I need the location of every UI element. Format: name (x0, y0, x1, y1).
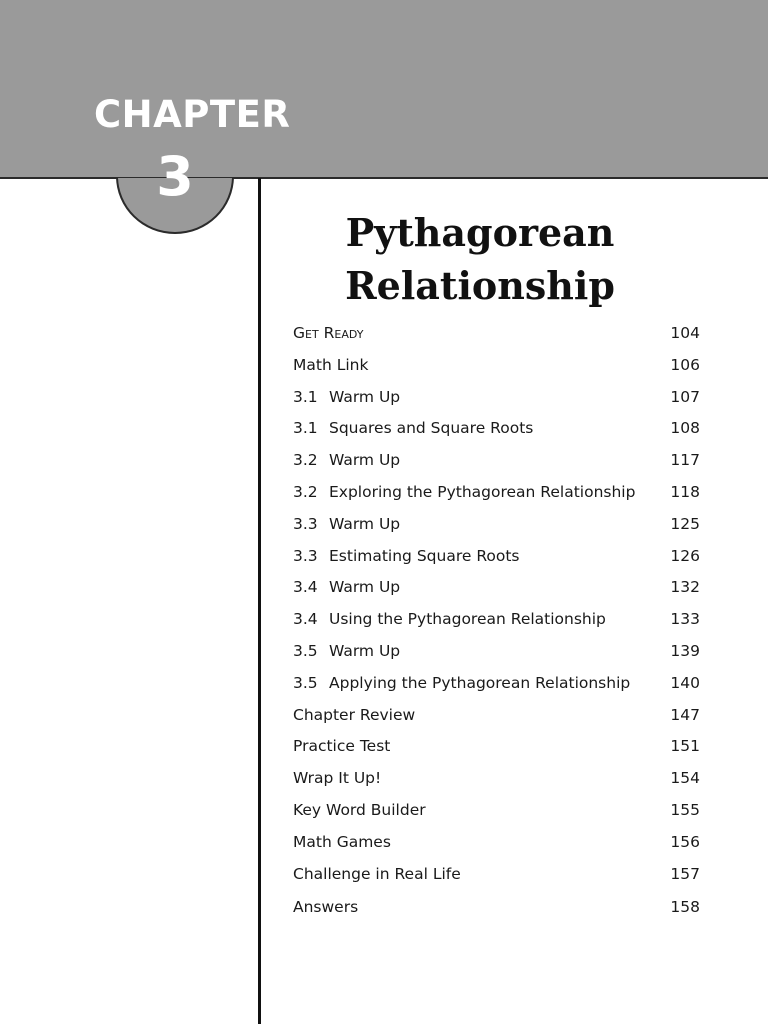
toc-entry-title: Warm Up (329, 514, 401, 533)
toc-entry-title: Wrap It Up! (293, 769, 382, 788)
toc-entry[interactable] (293, 827, 703, 859)
toc-entry-title: Estimating Square Roots (329, 546, 520, 565)
toc-page-number: 104 (670, 324, 700, 342)
toc-section-number: 3.2 (293, 482, 318, 501)
toc-entry[interactable] (293, 572, 703, 604)
toc-entry[interactable] (293, 477, 703, 509)
toc-section-number: 3.4 (293, 578, 318, 597)
toc-entry[interactable] (293, 859, 703, 891)
toc-section-number: 3.3 (293, 546, 318, 565)
toc-entry[interactable] (293, 636, 703, 668)
toc-page-number: 140 (670, 673, 700, 692)
toc-entry-title: Exploring the Pythagorean Relationship (329, 482, 636, 501)
toc-entry[interactable] (293, 892, 703, 924)
toc-entry[interactable] (293, 318, 703, 350)
toc-entry[interactable] (293, 509, 703, 541)
toc-entry-title: Key Word Builder (293, 800, 426, 819)
toc-entry-title: Using the Pythagorean Relationship (329, 610, 606, 629)
toc-entry[interactable] (293, 445, 703, 477)
toc-section-number: 3.5 (293, 641, 318, 660)
toc-entry-title: Get Ready (293, 324, 364, 342)
table-of-contents (293, 318, 703, 924)
toc-entry-title: Warm Up (329, 641, 401, 660)
toc-page-number: 117 (670, 451, 700, 470)
toc-entry-title: Applying the Pythagorean Relationship (329, 673, 631, 692)
toc-entry[interactable] (293, 763, 703, 795)
toc-entry-title: Warm Up (329, 387, 401, 406)
toc-section-number: 3.1 (293, 419, 318, 438)
toc-page-number: 133 (670, 610, 700, 629)
toc-page-number: 155 (670, 800, 700, 819)
toc-page-number: 158 (670, 898, 700, 917)
toc-entry[interactable] (293, 350, 703, 382)
chapter-title-line-2: Relationship (345, 263, 615, 308)
toc-entry-title: Answers (293, 898, 359, 917)
toc-entry[interactable] (293, 382, 703, 414)
toc-entry-title: Warm Up (329, 578, 401, 597)
toc-page-number: 147 (670, 705, 700, 724)
toc-section-number: 3.3 (293, 514, 318, 533)
toc-entry[interactable] (293, 413, 703, 445)
toc-section-number: 3.2 (293, 451, 318, 470)
toc-page-number: 107 (670, 387, 700, 406)
toc-page-number: 108 (670, 419, 700, 438)
toc-page-number: 106 (670, 355, 700, 374)
chapter-title (300, 206, 660, 312)
toc-entry-title: Challenge in Real Life (293, 864, 461, 883)
toc-entry-title: Math Link (293, 355, 369, 374)
toc-entry-title: Practice Test (293, 737, 391, 756)
toc-entry[interactable] (293, 668, 703, 700)
toc-page-number: 151 (670, 737, 700, 756)
vertical-divider (258, 178, 261, 1024)
toc-page-number: 132 (670, 578, 700, 597)
chapter-label: CHAPTER (94, 93, 291, 136)
toc-section-number: 3.4 (293, 610, 318, 629)
chapter-title-line-1: Pythagorean (345, 210, 615, 255)
toc-entry[interactable] (293, 795, 703, 827)
toc-entry[interactable] (293, 731, 703, 763)
toc-page-number: 125 (670, 514, 700, 533)
toc-page-number: 139 (670, 641, 700, 660)
toc-entry[interactable] (293, 700, 703, 732)
toc-page-number: 156 (670, 832, 700, 851)
toc-section-number: 3.1 (293, 387, 318, 406)
toc-page-number: 157 (670, 864, 700, 883)
toc-entry[interactable] (293, 604, 703, 636)
toc-entry-title: Warm Up (329, 451, 401, 470)
toc-section-number: 3.5 (293, 673, 318, 692)
toc-page-number: 118 (670, 482, 700, 501)
toc-entry[interactable] (293, 541, 703, 573)
toc-entry-title: Squares and Square Roots (329, 419, 534, 438)
toc-page-number: 154 (670, 769, 700, 788)
toc-entry-title: Chapter Review (293, 705, 416, 724)
toc-entry-title: Math Games (293, 832, 391, 851)
toc-page-number: 126 (670, 546, 700, 565)
chapter-number: 3 (156, 145, 194, 208)
